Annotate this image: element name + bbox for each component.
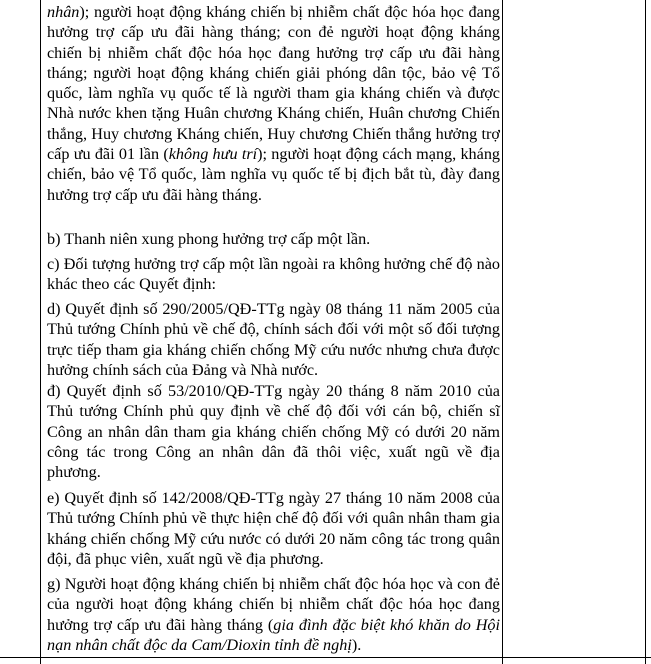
text-run: ). bbox=[351, 635, 362, 654]
table-border-middle bbox=[502, 0, 503, 664]
paragraph-a-continuation bbox=[47, 2, 500, 205]
paragraph-d: d) Quyết định số 290/2005/QĐ-TTg ngày 08 tháng 11 năm 2005 của Thủ tướng Chính phủ về chế độ, chính sách đối với một số đối tượng trực tiếp tham gia kháng chiến chống Mỹ cứu nước nhưng chưa được hưởng chính sách của Đảng và Nhà nước. bbox=[47, 300, 500, 379]
paragraph-dd: đ) Quyết định số 53/2010/QĐ-TTg ngày 20 tháng 8 năm 2010 của Thủ tướng Chính phủ quy định về chế độ đối với cán bộ, chiến sĩ Công an nhân dân tham gia kháng chiến chống Mỹ có dưới 20 năm công tác trong Công an nhân dân đã thôi việc, xuất ngũ về địa phương. bbox=[47, 382, 500, 482]
table-border-right bbox=[645, 0, 646, 664]
text-run: không hưu trí bbox=[168, 145, 258, 164]
table-row-divider bbox=[0, 657, 651, 658]
text-run: nhân bbox=[47, 3, 80, 21]
paragraph-e: e) Quyết định số 142/2008/QĐ-TTg ngày 27 tháng 10 năm 2008 của Thủ tướng Chính phủ về thực hiện chế độ đối với quân nhân tham gia kháng chiến chống Mỹ cứu nước có dưới 20 năm công tác trong quân đội, đã phục viên, xuất ngũ về địa phương. bbox=[47, 489, 500, 568]
paragraph-b: b) Thanh niên xung phong hưởng trợ cấp một lần. bbox=[47, 230, 371, 248]
text-run: ); người hoạt động kháng chiến bị nhiễm chất độc hóa học đang hưởng trợ cấp ưu đãi hàng tháng; con đẻ người hoạt động kháng chiến bị nhiễm chất độc hóa học đang hưởng trợ cấp ưu đãi hàng tháng; người hoạt động kháng chiến giải phóng dân tộc, bảo vệ Tổ quốc, làm nghĩa vụ quốc tế là người tham gia kháng chiến và được Nhà nước khen tặng Huân chương Kháng chiến, Huân chương Chiến thắng, Huy chương Kháng chiến, Huy chương Chiến thắng hưởng trợ cấp ưu đãi 01 lần ( bbox=[47, 3, 500, 164]
text-run: gia đình đặc biệt khó khăn do Hội nạn nhân chất độc da Cam/Dioxin tỉnh đề nghị bbox=[47, 615, 500, 654]
paragraph-g bbox=[47, 574, 500, 655]
text-run: ); người hoạt động cách mạng, kháng chiến, bảo vệ Tổ quốc, làm nghĩa vụ quốc tế bị địch bắt tù, đày đang hưởng trợ cấp ưu đãi hàng tháng. bbox=[47, 145, 501, 204]
text-run: g) Người hoạt động kháng chiến bị nhiễm chất độc hóa học và con đẻ của người hoạt động kháng chiến bị nhiễm chất độc hóa học đang hưởng trợ cấp ưu đãi hàng tháng ( bbox=[47, 575, 500, 634]
table-border-left bbox=[40, 0, 41, 664]
paragraph-c: c) Đối tượng hưởng trợ cấp một lần ngoài ra không hưởng chế độ nào khác theo các Quyết định: bbox=[47, 255, 500, 294]
